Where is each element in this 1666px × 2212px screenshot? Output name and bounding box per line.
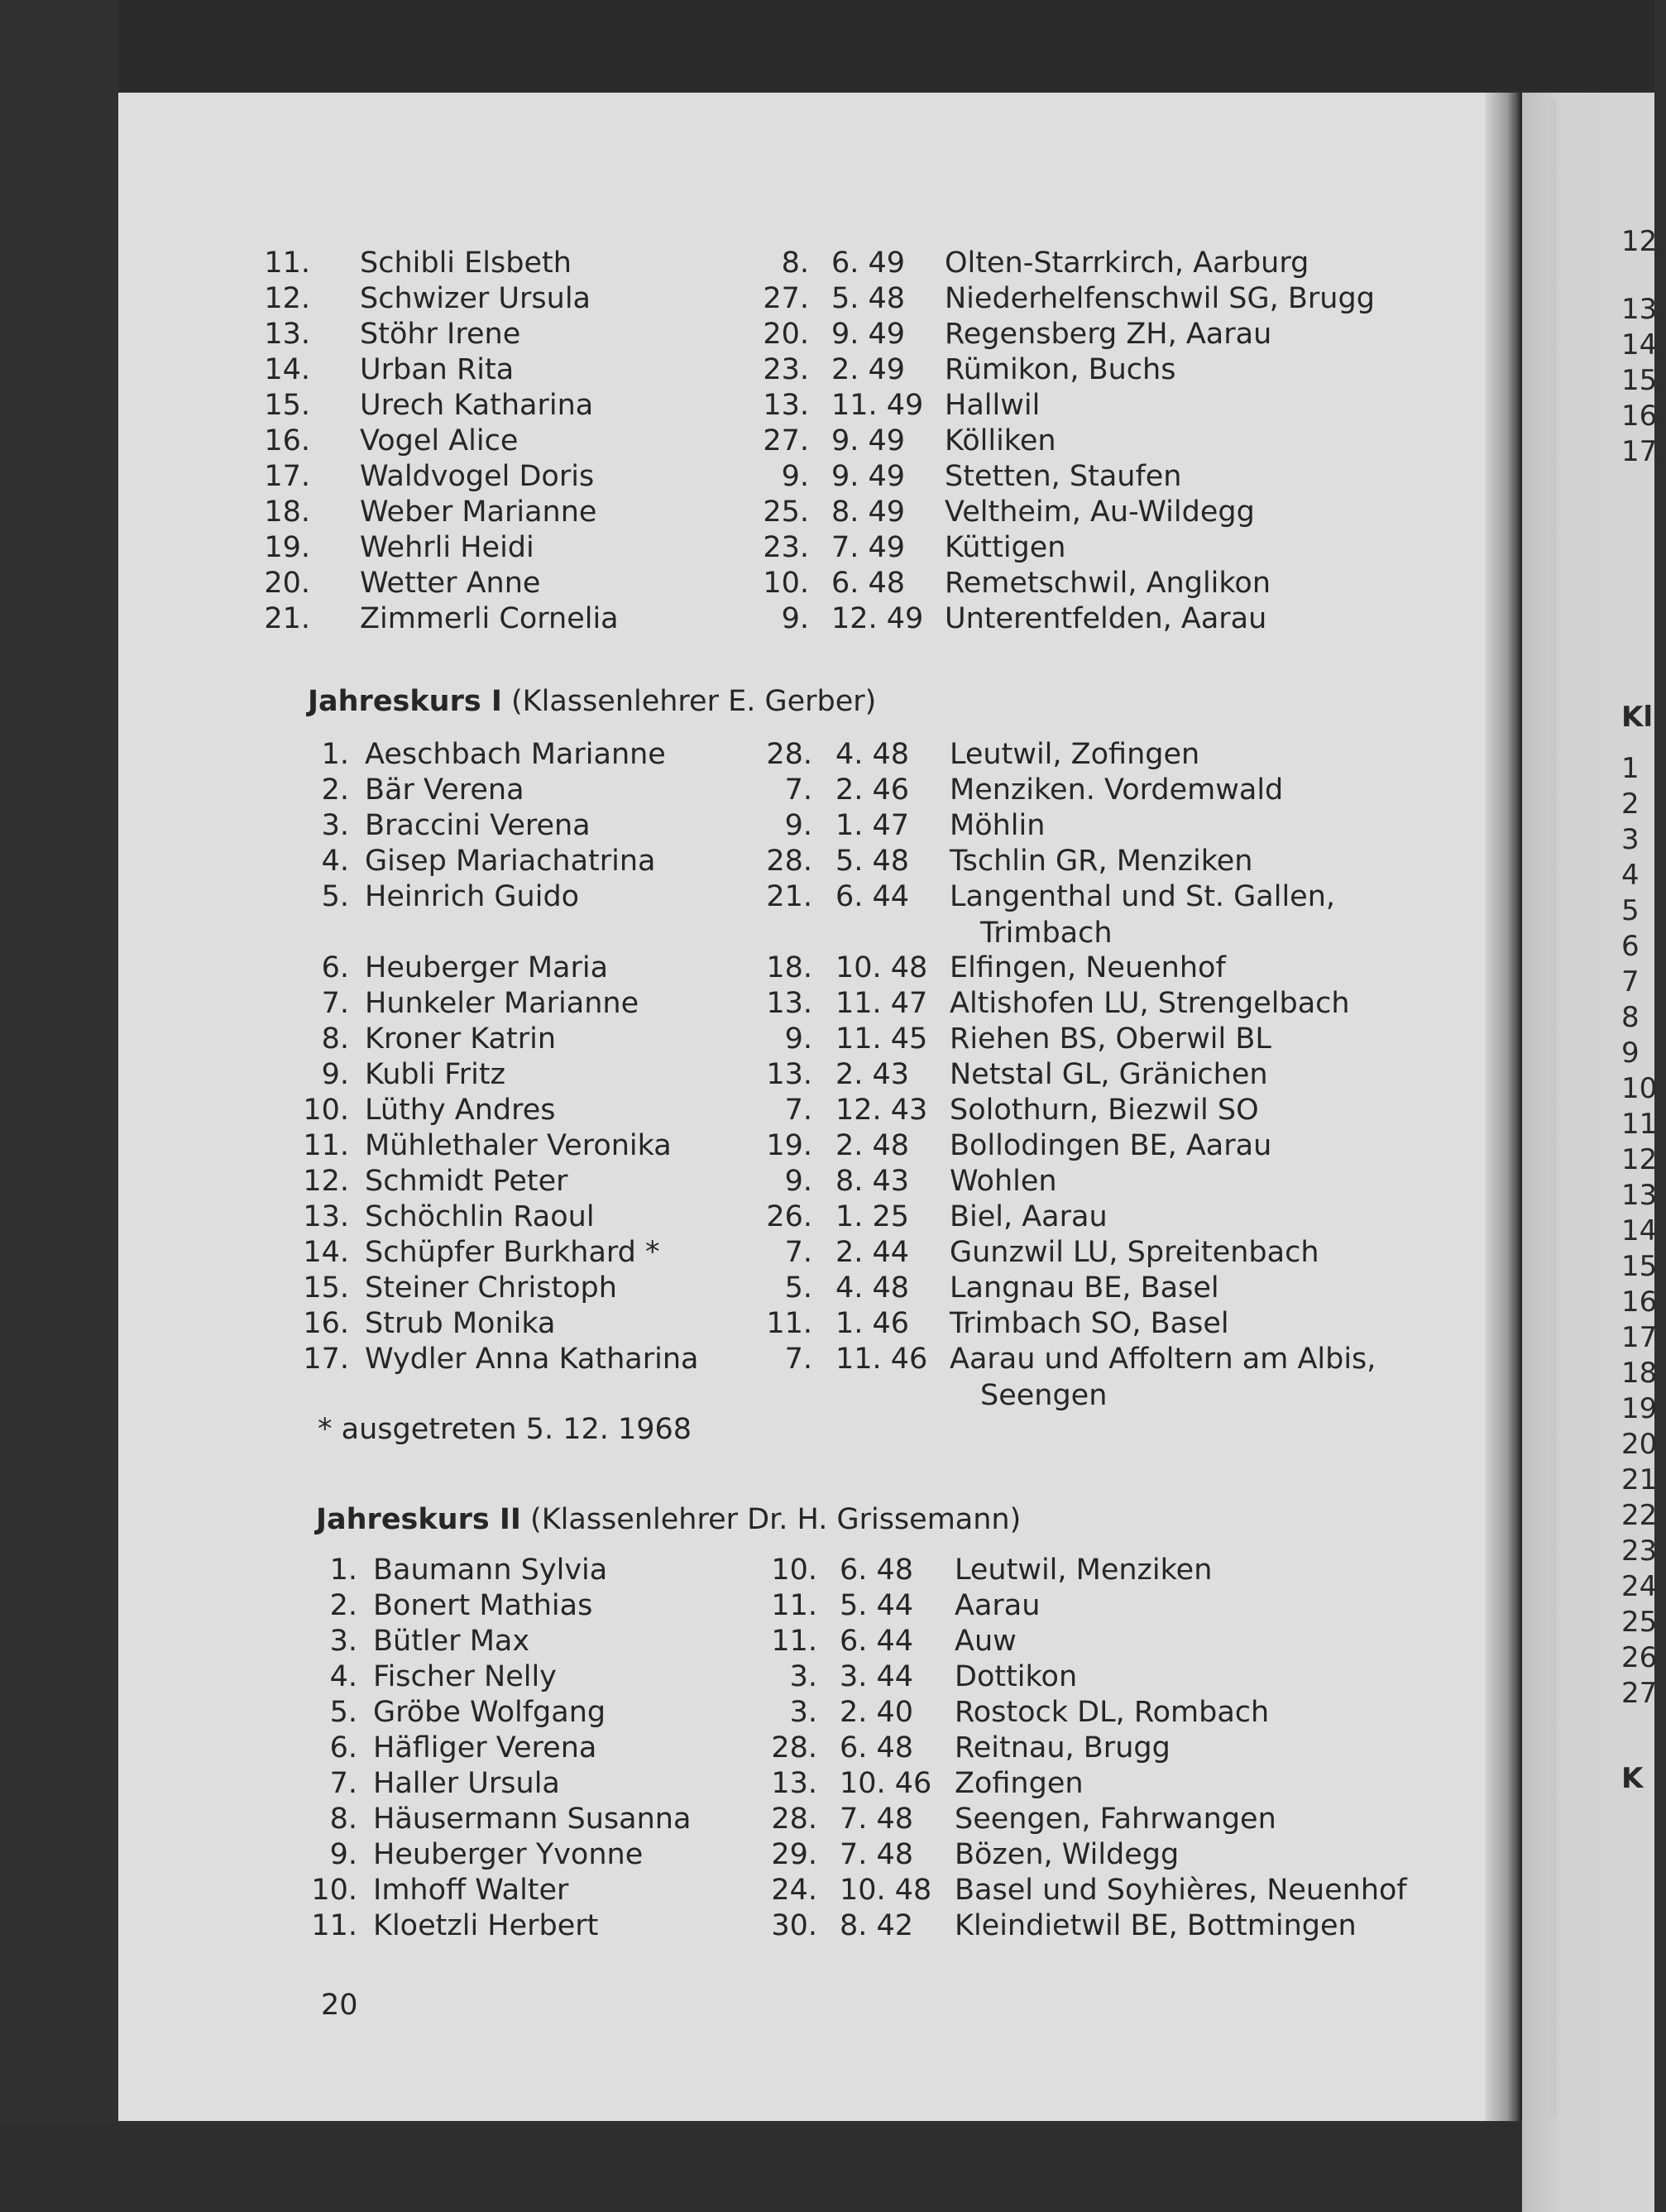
facing-page-edge <box>1549 99 1557 2118</box>
facing-page-fragment: 7 <box>1621 965 1640 998</box>
birth-month-year: 10. 48 <box>840 1874 932 1907</box>
birth-day: 7. <box>784 1236 812 1269</box>
entry-number: 6. <box>321 951 349 984</box>
birth-month-year: 6. 44 <box>835 880 910 913</box>
facing-page-fragment: 17 <box>1621 1321 1658 1354</box>
list-item <box>0 1730 1448 1766</box>
birth-day: 8. <box>781 247 809 280</box>
section-title: Jahreskurs I <box>308 685 502 718</box>
facing-page-fragment: 17. <box>1621 435 1666 468</box>
birth-month-year: 2. 40 <box>840 1696 914 1729</box>
hometown-residence: Küttigen <box>945 531 1066 564</box>
book-gutter <box>1485 93 1522 2121</box>
birth-day: 13. <box>766 987 812 1020</box>
student-name: Schöchlin Raoul <box>365 1200 595 1233</box>
birth-month-year: 4. 48 <box>835 738 910 771</box>
birth-day: 3. <box>789 1696 817 1729</box>
hometown-residence: Seengen, Fahrwangen <box>955 1803 1276 1836</box>
list-item <box>0 601 1448 637</box>
list-item <box>0 736 1448 773</box>
hometown-residence: Möhlin <box>950 809 1046 842</box>
hometown-residence: Rümikon, Buchs <box>945 353 1176 386</box>
entry-number: 7. <box>329 1767 357 1800</box>
list-item <box>0 352 1448 388</box>
birth-month-year: 2. 43 <box>835 1058 910 1091</box>
student-name: Wydler Anna Katharina <box>365 1343 699 1376</box>
list-item <box>0 1163 1448 1199</box>
list-item <box>0 494 1448 530</box>
birth-day: 27. <box>763 282 809 315</box>
hometown-residence: Kölliken <box>945 424 1056 457</box>
facing-page-fragment: 5 <box>1621 894 1640 927</box>
list-item <box>0 1092 1448 1128</box>
student-name: Schmidt Peter <box>365 1165 568 1198</box>
birth-month-year: 2. 48 <box>835 1129 910 1162</box>
birth-month-year: 7. 49 <box>831 531 906 564</box>
entry-number: 8. <box>321 1022 349 1056</box>
birth-month-year: 2. 44 <box>835 1236 910 1269</box>
facing-page-fragment: 15. <box>1621 364 1666 397</box>
entry-number: 2. <box>321 773 349 807</box>
student-name: Steiner Christoph <box>365 1271 617 1305</box>
hometown-residence: Aarau und Affoltern am Albis, <box>950 1343 1376 1376</box>
birth-day: 18. <box>766 951 812 984</box>
birth-day: 9. <box>784 1022 812 1056</box>
hometown-residence: Altishofen LU, Strengelbach <box>950 987 1350 1020</box>
student-name: Baumann Sylvia <box>373 1554 608 1587</box>
entry-number: 11. <box>303 1129 349 1162</box>
student-name: Mühlethaler Veronika <box>365 1129 672 1162</box>
entry-number: 1. <box>321 738 349 771</box>
birth-day: 28. <box>766 738 812 771</box>
entry-number: 8. <box>329 1803 357 1836</box>
hometown-residence: Leutwil, Zofingen <box>950 738 1200 771</box>
birth-month-year: 6. 44 <box>840 1625 914 1658</box>
list-item <box>0 843 1448 879</box>
student-name: Schwizer Ursula <box>360 282 591 315</box>
hometown-residence: Zofingen <box>955 1767 1084 1800</box>
entry-number: 10. <box>311 1874 357 1907</box>
list-item <box>0 565 1448 601</box>
hometown-residence: Remetschwil, Anglikon <box>945 567 1271 600</box>
hometown-residence: Auw <box>955 1625 1017 1658</box>
list-item <box>0 879 1448 950</box>
birth-month-year: 9. 49 <box>831 460 906 493</box>
facing-page-fragment: 10 <box>1621 1072 1658 1105</box>
student-name: Haller Ursula <box>373 1767 560 1800</box>
student-name: Häfliger Verena <box>373 1731 597 1764</box>
student-name: Strub Monika <box>365 1307 556 1340</box>
section-heading-jahreskurs-2 <box>316 1501 1021 1538</box>
list-item <box>0 1587 1448 1624</box>
scan-background-top <box>0 0 1654 91</box>
student-name: Schüpfer Burkhard * <box>365 1236 660 1269</box>
birth-day: 27. <box>763 424 809 457</box>
birth-month-year: 9. 49 <box>831 318 906 351</box>
facing-page-fragment: 25 <box>1621 1606 1658 1639</box>
birth-month-year: 8. 49 <box>831 496 906 529</box>
student-name: Häusermann Susanna <box>373 1803 692 1836</box>
section-heading-jahreskurs-1 <box>308 683 876 720</box>
birth-day: 3. <box>789 1660 817 1693</box>
entry-number: 12. <box>264 282 310 315</box>
list-item <box>0 1836 1448 1873</box>
hometown-residence: Wohlen <box>950 1165 1057 1198</box>
list-item <box>0 1908 1448 1944</box>
list-item <box>0 316 1448 352</box>
facing-page-fragment: 12. <box>1621 225 1666 258</box>
hometown-residence: Solothurn, Biezwil SO <box>950 1094 1259 1127</box>
student-name: Hunkeler Marianne <box>365 987 639 1020</box>
hometown-residence: Netstal GL, Gränichen <box>950 1058 1268 1091</box>
entry-number: 4. <box>329 1660 357 1693</box>
facing-page-fragment: 11 <box>1621 1108 1658 1141</box>
birth-day: 9. <box>784 1165 812 1198</box>
birth-day: 29. <box>771 1838 817 1871</box>
entry-number: 15. <box>303 1271 349 1305</box>
section-teacher: (Klassenlehrer E. Gerber) <box>511 685 877 718</box>
list-item <box>0 1056 1448 1093</box>
student-name: Kloetzli Herbert <box>373 1909 599 1942</box>
student-name: Bütler Max <box>373 1625 530 1658</box>
student-name: Gisep Mariachatrina <box>365 845 656 878</box>
entry-number: 11. <box>264 247 310 280</box>
list-item <box>0 1659 1448 1695</box>
entry-number: 17. <box>264 460 310 493</box>
facing-page-fragment: 21 <box>1621 1463 1658 1496</box>
list-item <box>0 1199 1448 1235</box>
birth-day: 7. <box>784 773 812 807</box>
student-name: Schibli Elsbeth <box>360 247 572 280</box>
birth-month-year: 5. 44 <box>840 1589 914 1622</box>
birth-month-year: 8. 42 <box>840 1909 914 1942</box>
birth-month-year: 10. 48 <box>835 951 928 984</box>
entry-number: 5. <box>329 1696 357 1729</box>
hometown-residence-continued: Trimbach <box>980 917 1113 950</box>
list-item <box>0 1801 1448 1837</box>
facing-page-fragment: 15 <box>1621 1250 1658 1283</box>
page-number: 20 <box>321 1989 358 2022</box>
list-item <box>0 423 1448 459</box>
student-name: Heuberger Yvonne <box>373 1838 644 1871</box>
facing-page-fragment: 23 <box>1621 1535 1658 1568</box>
hometown-residence: Bollodingen BE, Aarau <box>950 1129 1272 1162</box>
hometown-residence: Veltheim, Au-Wildegg <box>945 496 1255 529</box>
facing-page-fragment: 9 <box>1621 1037 1640 1070</box>
facing-page-fragment: 3 <box>1621 823 1640 856</box>
list-item <box>0 1341 1448 1412</box>
birth-day: 26. <box>766 1200 812 1233</box>
birth-month-year: 6. 48 <box>831 567 906 600</box>
student-name: Kroner Katrin <box>365 1022 557 1056</box>
hometown-residence: Reitnau, Brugg <box>955 1731 1171 1764</box>
birth-day: 24. <box>771 1874 817 1907</box>
list-item <box>0 985 1448 1022</box>
student-name: Vogel Alice <box>360 424 519 457</box>
birth-month-year: 7. 48 <box>840 1803 914 1836</box>
entry-number: 13. <box>264 318 310 351</box>
hometown-residence: Tschlin GR, Menziken <box>950 845 1253 878</box>
birth-month-year: 5. 48 <box>835 845 910 878</box>
student-name: Urech Katharina <box>360 389 594 422</box>
birth-month-year: 11. 45 <box>835 1022 928 1056</box>
entry-number: 15. <box>264 389 310 422</box>
birth-month-year: 12. 49 <box>831 602 924 635</box>
list-item <box>0 1234 1448 1271</box>
birth-day: 13. <box>766 1058 812 1091</box>
student-name: Heuberger Maria <box>365 951 609 984</box>
student-name: Zimmerli Cornelia <box>360 602 619 635</box>
entry-number: 14. <box>264 353 310 386</box>
facing-page-fragment: 19 <box>1621 1392 1658 1425</box>
facing-page-fragment: 14 <box>1621 1214 1658 1247</box>
birth-day: 11. <box>771 1589 817 1622</box>
facing-page-fragment: 8 <box>1621 1001 1640 1034</box>
entry-number: 13. <box>303 1200 349 1233</box>
facing-page-fragment: 13 <box>1621 1179 1658 1212</box>
birth-month-year: 1. 47 <box>835 809 910 842</box>
facing-page-fragment: 20 <box>1621 1428 1658 1461</box>
birth-month-year: 10. 46 <box>840 1767 932 1800</box>
birth-month-year: 4. 48 <box>835 1271 910 1305</box>
hometown-residence: Riehen BS, Oberwil BL <box>950 1022 1271 1056</box>
birth-month-year: 8. 43 <box>835 1165 910 1198</box>
entry-number: 9. <box>329 1838 357 1871</box>
facing-page-fragment: 26 <box>1621 1641 1658 1674</box>
entry-number: 16. <box>264 424 310 457</box>
entry-number: 9. <box>321 1058 349 1091</box>
birth-month-year: 11. 47 <box>835 987 928 1020</box>
entry-number: 12. <box>303 1165 349 1198</box>
student-name: Weber Marianne <box>360 496 597 529</box>
birth-month-year: 12. 43 <box>835 1094 928 1127</box>
hometown-residence-continued: Seengen <box>980 1379 1108 1412</box>
facing-page-fragment: 22 <box>1621 1499 1658 1532</box>
list-item <box>0 1021 1448 1057</box>
facing-page-fragment: Kl <box>1621 701 1654 734</box>
birth-day: 9. <box>784 809 812 842</box>
birth-day: 10. <box>771 1554 817 1587</box>
entry-number: 19. <box>264 531 310 564</box>
student-name: Urban Rita <box>360 353 515 386</box>
birth-month-year: 6. 48 <box>840 1731 914 1764</box>
student-name: Heinrich Guido <box>365 880 580 913</box>
hometown-residence: Gunzwil LU, Spreitenbach <box>950 1236 1319 1269</box>
entry-number: 17. <box>303 1343 349 1376</box>
list-item <box>0 1872 1448 1908</box>
student-name: Braccini Verena <box>365 809 591 842</box>
entry-number: 16. <box>303 1307 349 1340</box>
hometown-residence: Kleindietwil BE, Bottmingen <box>955 1909 1357 1942</box>
scan-background-bottom <box>0 2123 1654 2212</box>
facing-page-fragment: 16 <box>1621 1286 1658 1319</box>
facing-page-fragment: 4 <box>1621 859 1640 892</box>
facing-page-fragment: K <box>1621 1762 1644 1795</box>
entry-number: 21. <box>264 602 310 635</box>
birth-month-year: 11. 49 <box>831 389 924 422</box>
birth-month-year: 11. 46 <box>835 1343 928 1376</box>
hometown-residence: Olten-Starrkirch, Aarburg <box>945 247 1309 280</box>
hometown-residence: Langenthal und St. Gallen, <box>950 880 1336 913</box>
hometown-residence: Hallwil <box>945 389 1041 422</box>
entry-number: 20. <box>264 567 310 600</box>
birth-day: 5. <box>784 1271 812 1305</box>
list-item <box>0 950 1448 986</box>
entry-number: 3. <box>321 809 349 842</box>
hometown-residence: Niederhelfenschwil SG, Brugg <box>945 282 1375 315</box>
birth-month-year: 2. 49 <box>831 353 906 386</box>
birth-month-year: 2. 46 <box>835 773 910 807</box>
birth-day: 9. <box>781 602 809 635</box>
entry-number: 14. <box>303 1236 349 1269</box>
list-item <box>0 1623 1448 1659</box>
birth-day: 7. <box>784 1343 812 1376</box>
list-item <box>0 1765 1448 1802</box>
birth-day: 7. <box>784 1094 812 1127</box>
student-name: Wetter Anne <box>360 567 541 600</box>
section-teacher: (Klassenlehrer Dr. H. Grissemann) <box>530 1503 1022 1536</box>
birth-month-year: 7. 48 <box>840 1838 914 1871</box>
facing-page-fragment: 16. <box>1621 400 1666 433</box>
entry-number: 1. <box>329 1554 357 1587</box>
birth-day: 13. <box>771 1767 817 1800</box>
entry-number: 11. <box>311 1909 357 1942</box>
list-item <box>0 387 1448 424</box>
student-name: Imhoff Walter <box>373 1874 569 1907</box>
hometown-residence: Unterentfelden, Aarau <box>945 602 1267 635</box>
birth-day: 10. <box>763 567 809 600</box>
student-name: Waldvogel Doris <box>360 460 595 493</box>
birth-day: 23. <box>763 531 809 564</box>
facing-page-fragment: 18 <box>1621 1357 1658 1390</box>
hometown-residence: Elfingen, Neuenhof <box>950 951 1226 984</box>
list-item <box>0 245 1448 281</box>
birth-day: 19. <box>766 1129 812 1162</box>
entry-number: 5. <box>321 880 349 913</box>
entry-number: 18. <box>264 496 310 529</box>
birth-day: 25. <box>763 496 809 529</box>
student-name: Fischer Nelly <box>373 1660 557 1693</box>
facing-page-fragment: 2 <box>1621 788 1640 821</box>
birth-day: 11. <box>771 1625 817 1658</box>
hometown-residence: Stetten, Staufen <box>945 460 1182 493</box>
hometown-residence: Biel, Aarau <box>950 1200 1108 1233</box>
student-name: Gröbe Wolfgang <box>373 1696 606 1729</box>
facing-page-fragment: 6 <box>1621 930 1640 963</box>
list-item <box>0 1694 1448 1731</box>
hometown-residence: Langnau BE, Basel <box>950 1271 1219 1305</box>
student-name: Bär Verena <box>365 773 524 807</box>
student-name: Kubli Fritz <box>365 1058 505 1091</box>
student-name: Aeschbach Marianne <box>365 738 666 771</box>
list-item <box>0 1270 1448 1306</box>
birth-day: 9. <box>781 460 809 493</box>
birth-day: 21. <box>766 880 812 913</box>
list-item <box>0 1552 1448 1588</box>
student-name: Stöhr Irene <box>360 318 521 351</box>
hometown-residence: Dottikon <box>955 1660 1078 1693</box>
entry-number: 2. <box>329 1589 357 1622</box>
birth-month-year: 6. 48 <box>840 1554 914 1587</box>
entry-number: 3. <box>329 1625 357 1658</box>
birth-month-year: 5. 48 <box>831 282 906 315</box>
birth-month-year: 3. 44 <box>840 1660 914 1693</box>
list-item <box>0 458 1448 495</box>
hometown-residence: Menziken. Vordemwald <box>950 773 1284 807</box>
list-item <box>0 807 1448 844</box>
section-title: Jahreskurs II <box>316 1503 521 1536</box>
student-name: Lüthy Andres <box>365 1094 556 1127</box>
facing-page-fragment: 14. <box>1621 328 1666 361</box>
birth-month-year: 9. 49 <box>831 424 906 457</box>
birth-month-year: 1. 46 <box>835 1307 910 1340</box>
hometown-residence: Trimbach SO, Basel <box>950 1307 1229 1340</box>
birth-day: 20. <box>763 318 809 351</box>
list-item <box>0 1305 1448 1342</box>
facing-page-fragment: 13. <box>1621 293 1666 326</box>
birth-day: 13. <box>763 389 809 422</box>
entry-number: 10. <box>303 1094 349 1127</box>
student-name: Wehrli Heidi <box>360 531 534 564</box>
facing-page-fragment: 1 <box>1621 752 1640 785</box>
footnote: * ausgetreten 5. 12. 1968 <box>318 1413 692 1446</box>
facing-page-fragment: 27 <box>1621 1677 1658 1710</box>
birth-month-year: 6. 49 <box>831 247 906 280</box>
birth-day: 28. <box>771 1731 817 1764</box>
student-name: Bonert Mathias <box>373 1589 593 1622</box>
list-item <box>0 529 1448 566</box>
entry-number: 6. <box>329 1731 357 1764</box>
list-item <box>0 280 1448 317</box>
birth-day: 11. <box>766 1307 812 1340</box>
hometown-residence: Bözen, Wildegg <box>955 1838 1180 1871</box>
list-item <box>0 772 1448 808</box>
list-item <box>0 1128 1448 1164</box>
hometown-residence: Regensberg ZH, Aarau <box>945 318 1272 351</box>
birth-day: 23. <box>763 353 809 386</box>
hometown-residence: Rostock DL, Rombach <box>955 1696 1270 1729</box>
facing-page-fragment: 24 <box>1621 1570 1658 1603</box>
entry-number: 7. <box>321 987 349 1020</box>
entry-number: 4. <box>321 845 349 878</box>
birth-day: 28. <box>766 845 812 878</box>
birth-month-year: 1. 25 <box>835 1200 910 1233</box>
birth-day: 30. <box>771 1909 817 1942</box>
hometown-residence: Aarau <box>955 1589 1041 1622</box>
birth-day: 28. <box>771 1803 817 1836</box>
hometown-residence: Basel und Soyhières, Neuenhof <box>955 1874 1407 1907</box>
hometown-residence: Leutwil, Menziken <box>955 1554 1213 1587</box>
facing-page-fragment: 12 <box>1621 1143 1658 1176</box>
